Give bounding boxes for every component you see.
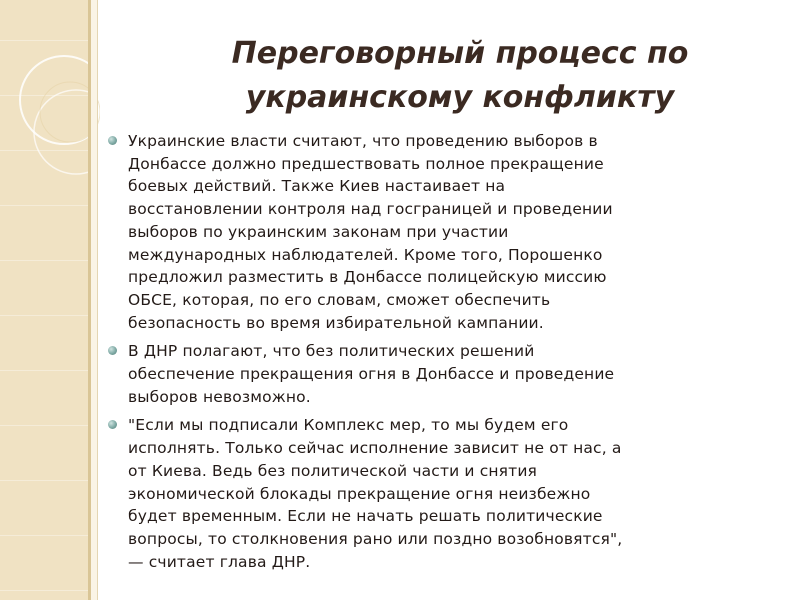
decorative-side-band: [0, 0, 88, 600]
bullet-text: "Если мы подписали Комплекс мер, то мы будем его исполнять. Только сейчас исполнение зависит не от нас, а от Киева. Ведь без политической части и снятия экономической блокады прекращение огня неизбежно будет временным. Если не начать решать политические вопросы, то столкновения рано или поздно возобновятся", — считает глава ДНР.: [128, 416, 623, 571]
bullet-dot-icon: [108, 346, 117, 355]
bullet-item: [104, 130, 744, 334]
bullet-item: [104, 340, 744, 408]
bullet-dot-icon: [108, 136, 117, 145]
bullet-item: [104, 414, 744, 573]
band-texture: [0, 0, 88, 600]
slide-title-line-1: Переговорный процесс по: [231, 36, 689, 71]
slide-title: [180, 32, 740, 120]
bullet-text: Украинские власти считают, что проведению выборов в Донбассе должно предшествовать полное прекращение боевых действий. Также Киев настаивает на восстановлении контроля над госграницей и проведении выборов по украинским законам при участии международных наблюдателей. Кроме того, Порошенко предложил разместить в Донбассе полицейскую миссию ОБСЕ, которая, по его словам, сможет обеспечить безопасность во время избирательной кампании.: [128, 132, 613, 332]
bullet-list: [104, 130, 744, 579]
bullet-dot-icon: [108, 420, 117, 429]
slide-title-line-2: украинскому конфликту: [245, 80, 675, 115]
bullet-text: В ДНР полагают, что без политических решений обеспечение прекращения огня в Донбассе и проведение выборов невозможно.: [128, 342, 615, 406]
band-thin-stripe: [97, 0, 98, 600]
